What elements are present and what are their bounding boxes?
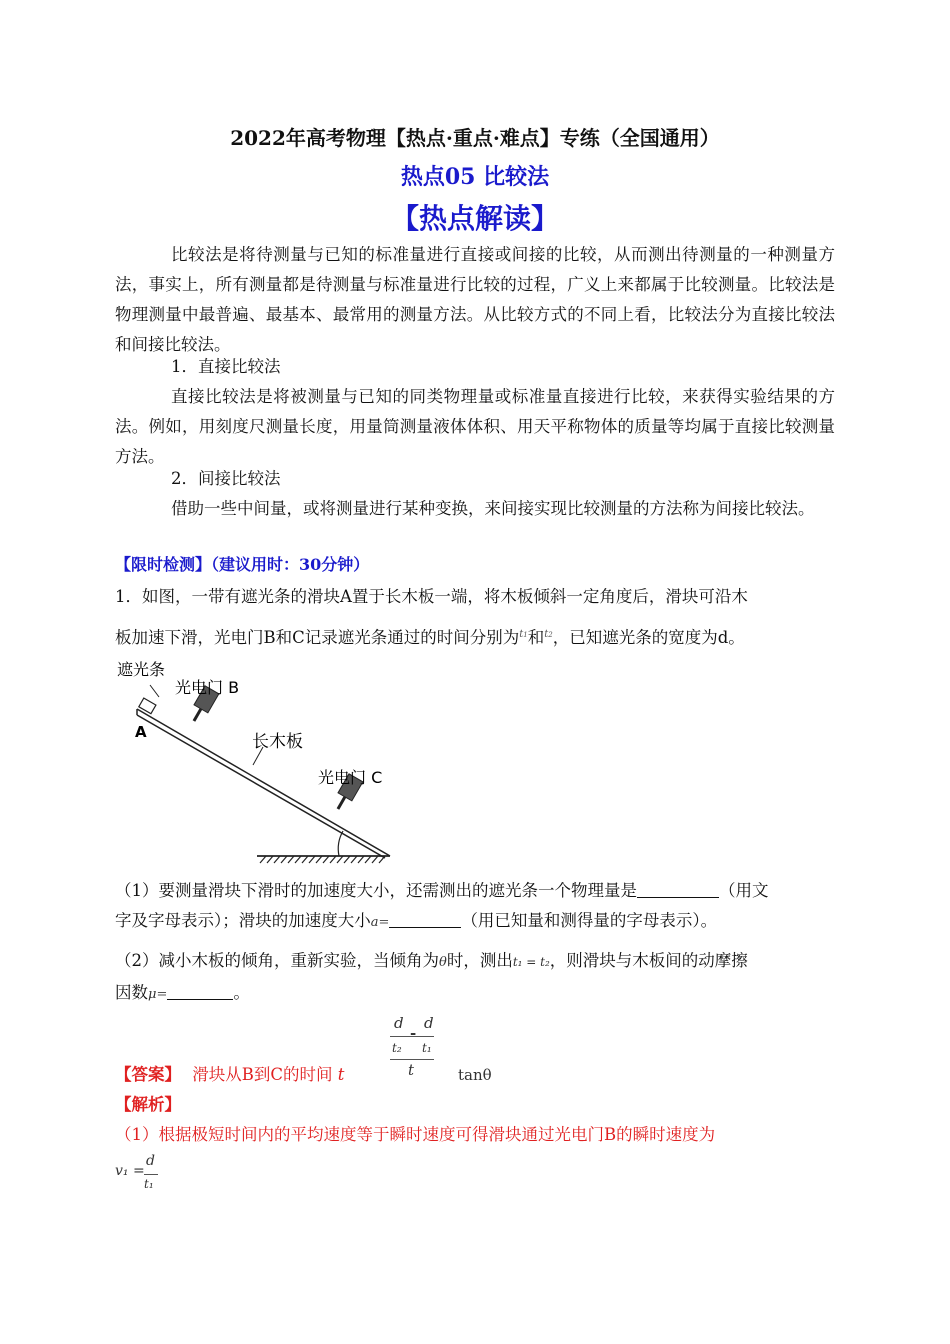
- sub-question-1-line-2: [115, 906, 717, 938]
- answer-line: [115, 1060, 344, 1090]
- answer-frac-den: t: [408, 1061, 415, 1079]
- sub-question-2-line-1: [115, 946, 748, 978]
- t2-symbol: t2: [544, 629, 553, 640]
- answer-frac-num-right: d: [424, 1014, 434, 1032]
- sub-question-2-text-a: （2）减小木板的倾角，重新实验，当倾角为: [115, 951, 439, 970]
- sub-question-2-text-d: 因数: [115, 983, 148, 1002]
- question-1-line-2-text-a: 板加速下滑，光电门B和C记录遮光条通过的时间分别为: [115, 628, 520, 647]
- intro-paragraph-3: 借助一些中间量，或将测量进行某种变换，来间接实现比较测量的方法称为间接比较法。: [171, 499, 815, 518]
- question-1-line-2-text-b: 和: [527, 628, 545, 647]
- label-gate-c: 光电门 C: [318, 768, 383, 787]
- mu-symbol: μ: [148, 987, 157, 1002]
- sub-question-1-text-a: （1）要测量滑块下滑时的加速度大小，还需测出的遮光条一个物理量是: [115, 881, 637, 900]
- intro-paragraph-2: 直接比较法是将被测量与已知的同类物理量或标准量直接进行比较，来获得实验结果的方法。例如，用刻度尺测量长度，用量筒测量液体体积、用天平称物体的质量等均属于直接比较测量方法。: [115, 387, 835, 466]
- strip-leader-line: [150, 685, 159, 697]
- angle-arc: [338, 831, 343, 856]
- section-heading: 【热点解读】: [390, 202, 559, 235]
- velocity-lhs: v₁ =: [115, 1163, 145, 1179]
- answer-frac-den-left: t₂: [392, 1041, 402, 1055]
- answer-outer-fraction-bar: [390, 1059, 434, 1060]
- answer-frac-den-right: t₁: [422, 1041, 432, 1055]
- sub-question-2-text-b: 时，测出: [446, 951, 513, 970]
- heading-indirect-comparison: 2．间接比较法: [171, 469, 281, 488]
- t1-equals-t2: t₁ = t₂: [512, 955, 550, 969]
- question-1-line-2-text-c: ，已知遮光条的宽度为d。: [552, 628, 745, 647]
- label-strip: 遮光条: [117, 660, 166, 679]
- label-gate-b: 光电门 B: [175, 678, 240, 697]
- label-board: 长木板: [252, 732, 303, 752]
- answer-blank-1[interactable]: [637, 881, 719, 898]
- inclined-board-figure: [115, 655, 400, 870]
- timed-test-label: 【限时检测】（建议用时：30分钟）: [115, 555, 370, 574]
- question-1-line-2: [115, 620, 745, 653]
- velocity-numerator: d: [146, 1153, 155, 1169]
- sub-question-1-text-e: （用已知量和测得量的字母表示）。: [461, 911, 718, 930]
- sub-question-1-line-1: [115, 876, 769, 906]
- equals-sign: =: [378, 915, 390, 930]
- velocity-denominator: t₁: [144, 1177, 154, 1191]
- t1-symbol: t1: [519, 629, 528, 640]
- document-subtitle: 热点05 比较法: [400, 164, 550, 190]
- answer-blank-2[interactable]: [389, 911, 461, 928]
- label-a: A: [135, 723, 147, 741]
- intro-paragraph-1: 比较法是将待测量与已知的标准量进行直接或间接的比较，从而测出待测量的一种测量方法，事实上，所有测量都是待测量与标准量进行比较的过程，广义上来都属于比较测量。比较法是物理测量中最普遍、最基本、最常用的测量方法。从比较方式的不同上看，比较法分为直接比较法和间接比较法。: [115, 245, 835, 354]
- question-1-line-1: 1．如图，一带有遮光条的滑块A置于长木板一端，将木板倾斜一定角度后，滑块可沿木: [115, 587, 748, 606]
- ground-hatch: [257, 856, 390, 863]
- answer-inner-fraction-bar: [390, 1036, 434, 1037]
- analysis-line-1: （1）根据极短时间内的平均速度等于瞬时速度可得滑块通过光电门B的瞬时速度为: [115, 1125, 716, 1144]
- sub-question-1-text-c: 字及字母表示）；滑块的加速度大小: [115, 911, 371, 930]
- sub-question-2-text-f: 。: [233, 983, 250, 1002]
- sub-question-2-text-c: ，则滑块与木板间的动摩擦: [549, 951, 748, 970]
- answer-label: 【答案】: [115, 1065, 181, 1084]
- answer-blank-3[interactable]: [167, 983, 233, 1000]
- document-title: 2022年高考物理【热点·重点·难点】专练（全国通用）: [230, 126, 720, 150]
- heading-direct-comparison: 1．直接比较法: [171, 357, 281, 376]
- sub-question-1-text-b: （用文: [719, 881, 769, 900]
- velocity-fraction-bar: [144, 1174, 158, 1175]
- answer-frac-num-left: d: [394, 1014, 404, 1032]
- theta-symbol: θ: [439, 955, 447, 970]
- analysis-label: 【解析】: [115, 1095, 181, 1114]
- acceleration-symbol: a: [370, 915, 379, 930]
- answer-text: 滑块从B到C的时间: [192, 1065, 333, 1084]
- answer-frac-minus: -: [410, 1024, 417, 1042]
- answer-tan-theta: tanθ: [458, 1066, 492, 1084]
- equals-sign-2: =: [156, 987, 168, 1002]
- answer-time-symbol: t: [337, 1065, 345, 1084]
- sub-question-2-line-2: [115, 978, 250, 1010]
